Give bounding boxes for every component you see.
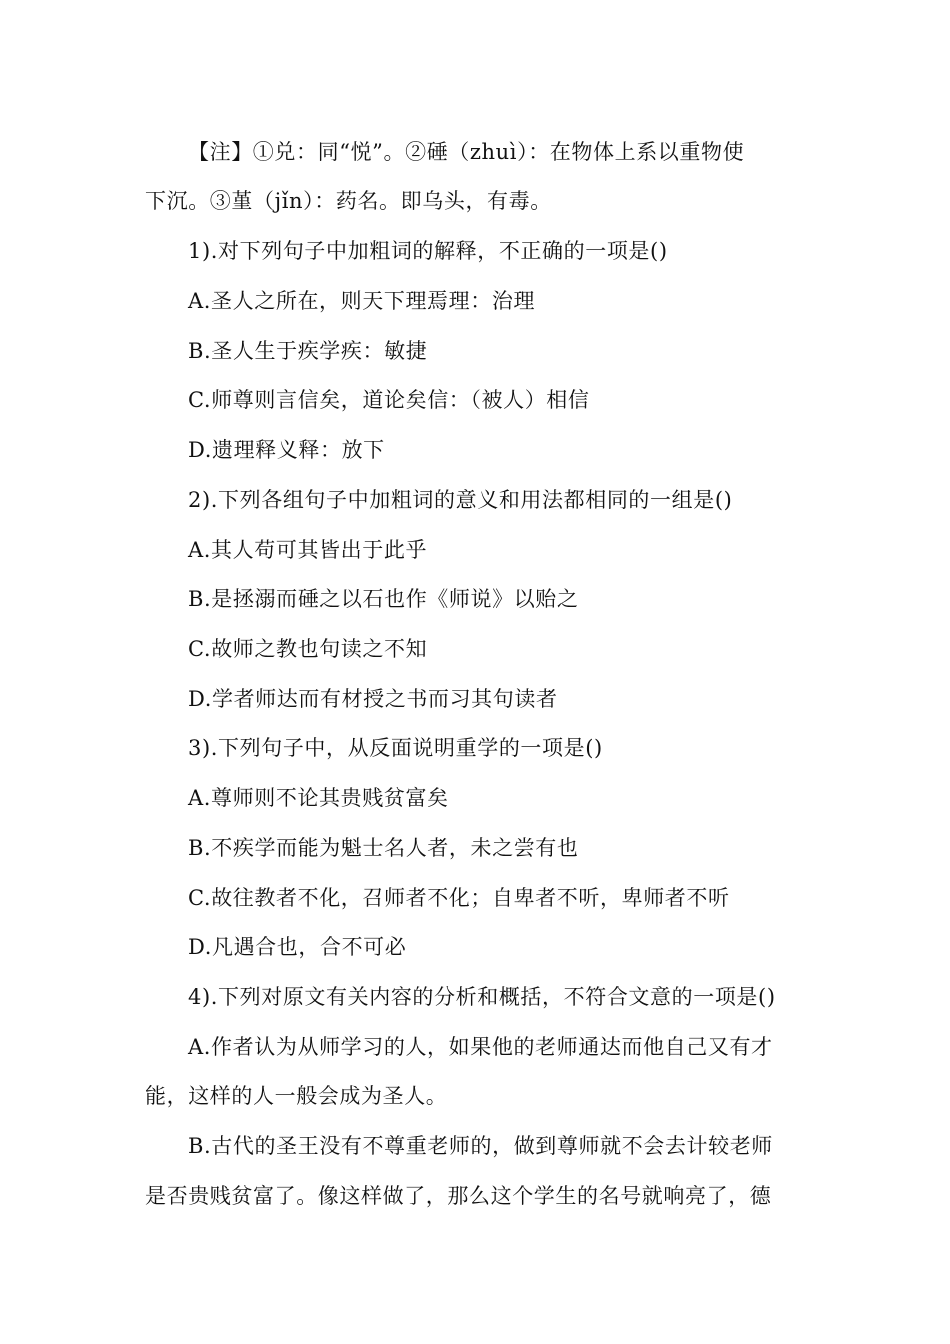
question-3-option-c: C.故往教者不化，召师者不化；自卑者不听，卑师者不听	[188, 886, 730, 910]
question-2-option-b: B.是拯溺而硾之以石也作《师说》以贻之	[188, 587, 579, 611]
question-2-stem: 2).下列各组句子中加粗词的意义和用法都相同的一组是()	[188, 488, 733, 512]
annotation-line-1: 【注】①兑：同“悦”。②硾（zhuì）：在物体上系以重物使	[188, 140, 745, 164]
annotation-line-2: 下沉。③堇（jǐn）：药名。即乌头，有毒。	[145, 189, 552, 213]
question-4-stem: 4).下列对原文有关内容的分析和概括，不符合文意的一项是()	[188, 985, 776, 1009]
question-1-option-a: A.圣人之所在，则天下理焉理：治理	[188, 289, 536, 313]
question-4-option-b-line-2: 是否贵贱贫富了。像这样做了，那么这个学生的名号就响亮了，德	[145, 1184, 772, 1208]
question-2-option-a: A.其人苟可其皆出于此乎	[188, 538, 428, 562]
question-1-option-b: B.圣人生于疾学疾：敏捷	[188, 339, 428, 363]
question-3-stem: 3).下列句子中，从反面说明重学的一项是()	[188, 736, 603, 760]
question-4-option-a-line-2: 能，这样的人一般会成为圣人。	[145, 1084, 448, 1108]
question-3-option-a: A.尊师则不论其贵贱贫富矣	[188, 786, 449, 810]
question-1-stem: 1).对下列句子中加粗词的解释，不正确的一项是()	[188, 239, 668, 263]
question-4-option-a-line-1: A.作者认为从师学习的人，如果他的老师通达而他自己又有才	[188, 1035, 773, 1059]
question-2-option-c: C.故师之教也句读之不知	[188, 637, 428, 661]
question-3-option-d: D.凡遇合也，合不可必	[188, 935, 407, 959]
question-4-option-b-line-1: B.古代的圣王没有不尊重老师的，做到尊师就不会去计较老师	[188, 1134, 773, 1158]
question-2-option-d: D.学者师达而有材授之书而习其句读者	[188, 687, 558, 711]
question-1-option-c: C.师尊则言信矣，道论矣信：（被人）相信	[188, 388, 590, 412]
question-3-option-b: B.不疾学而能为魁士名人者，未之尝有也	[188, 836, 579, 860]
question-1-option-d: D.遗理释义释：放下	[188, 438, 385, 462]
